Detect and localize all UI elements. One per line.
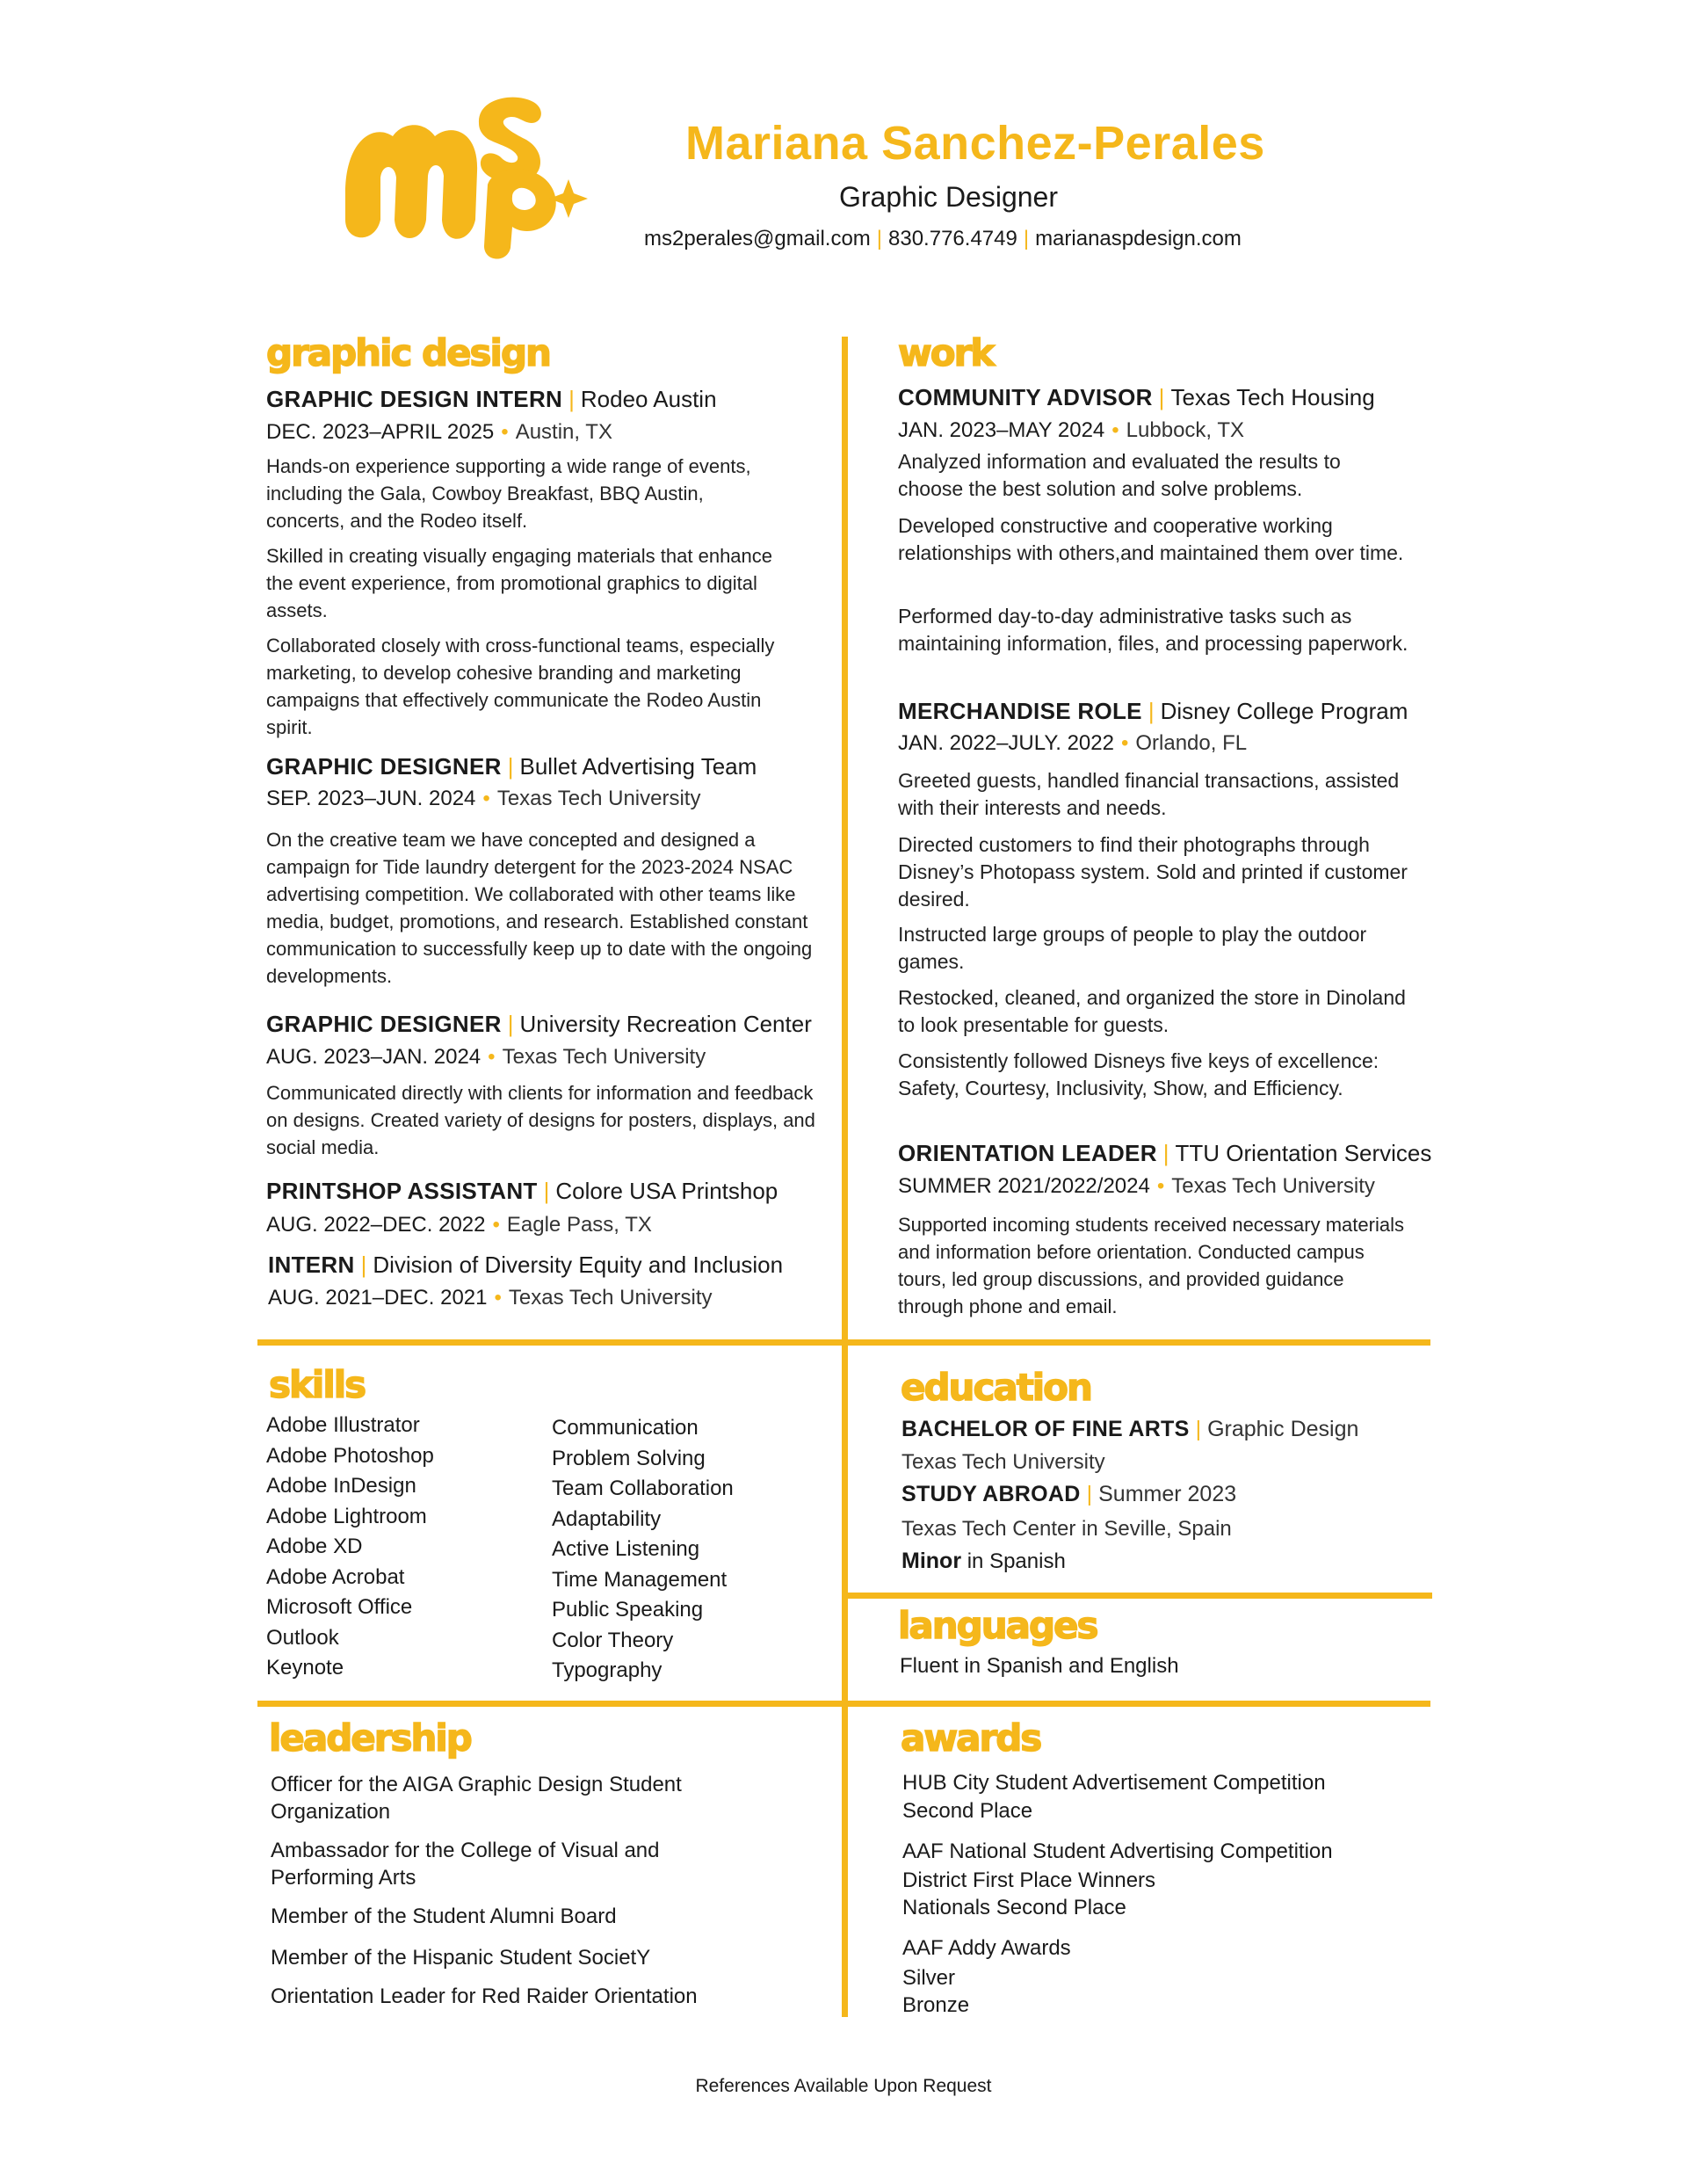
- section-heading-education: education: [901, 1366, 1091, 1409]
- job-title: PRINTSHOP ASSISTANT: [266, 1178, 538, 1204]
- job-location: Orlando, FL: [1135, 731, 1248, 755]
- minor-value: in Spanish: [967, 1549, 1066, 1573]
- job-title: GRAPHIC DESIGNER: [266, 753, 502, 780]
- bullet-dot: •: [501, 420, 509, 444]
- date-range: JAN. 2023–MAY 2024: [898, 418, 1105, 442]
- job-heading: [898, 1140, 1431, 1167]
- contact-line: [644, 227, 1242, 251]
- section-heading-awards: awards: [901, 1716, 1041, 1760]
- bullet-dot: •: [1120, 731, 1129, 755]
- bullet-dot: •: [494, 1286, 502, 1310]
- separator: |: [1148, 698, 1155, 724]
- award-name: HUB City Student Advertisement Competition: [902, 1771, 1326, 1795]
- job-dates: [266, 1045, 706, 1070]
- date-range: AUG. 2022–DEC. 2022: [266, 1213, 486, 1237]
- degree-field: Graphic Design: [1207, 1417, 1359, 1441]
- bullet-dot: •: [1111, 418, 1119, 442]
- job-heading: [266, 386, 717, 413]
- candidate-name: Mariana Sanchez-Perales: [685, 117, 1265, 170]
- separator: |: [1023, 227, 1030, 250]
- column-divider: [842, 337, 848, 2017]
- email-link[interactable]: ms2perales@gmail.com: [644, 227, 871, 250]
- separator: |: [507, 1011, 514, 1037]
- skill-item: Communication: [552, 1416, 699, 1440]
- study-abroad-title: STUDY ABROAD: [901, 1482, 1081, 1506]
- award-result: Bronze: [902, 1993, 970, 2017]
- job-dates: [266, 420, 612, 445]
- date-range: SEP. 2023–JUN. 2024: [266, 787, 476, 810]
- separator: |: [1086, 1482, 1093, 1506]
- skill-item: Public Speaking: [552, 1598, 704, 1622]
- software-skills-list: [266, 1411, 434, 1684]
- job-description: Instructed large groups of people to play the outdoor games.: [898, 923, 1367, 973]
- references-note: References Available Upon Request: [695, 2076, 992, 2096]
- separator: |: [1158, 384, 1165, 410]
- date-range: AUG. 2021–DEC. 2021: [268, 1286, 488, 1310]
- job-location: Texas Tech University: [496, 787, 701, 810]
- bullet-dot: •: [488, 1045, 496, 1069]
- section-divider: [845, 1593, 1432, 1599]
- skill-item: Problem Solving: [552, 1446, 706, 1470]
- award-name: AAF Addy Awards: [902, 1936, 1071, 1960]
- study-abroad-term: Summer 2023: [1098, 1482, 1237, 1506]
- job-organization: Disney College Program: [1160, 698, 1408, 724]
- job-description: Consistently followed Disneys five keys of excellence: Safety, Courtesy, Inclusivity, Show, and Efficiency.: [898, 1049, 1379, 1099]
- job-dates: [898, 731, 1247, 756]
- skill-item: Typography: [552, 1658, 662, 1682]
- skill-item: Outlook: [266, 1625, 339, 1650]
- minor-label: Minor: [901, 1549, 962, 1573]
- job-description: Analyzed information and evaluated the results to choose the best solution and solve problems.: [898, 450, 1341, 500]
- date-range: SUMMER 2021/2022/2024: [898, 1174, 1150, 1198]
- award-name: AAF National Student Advertising Competition: [902, 1839, 1333, 1863]
- job-organization: Texas Tech Housing: [1170, 384, 1375, 410]
- section-heading-leadership: leadership: [269, 1716, 471, 1760]
- section-heading-graphic-design: graphic design: [266, 331, 550, 374]
- msp-logo: [338, 88, 602, 264]
- separator: |: [360, 1252, 367, 1278]
- degree-heading: [901, 1417, 1358, 1442]
- bullet-dot: •: [492, 1213, 500, 1237]
- separator: |: [543, 1178, 550, 1204]
- job-title: ORIENTATION LEADER: [898, 1140, 1157, 1166]
- website-link[interactable]: marianaspdesign.com: [1035, 227, 1242, 250]
- leadership-item: Member of the Hispanic Student SocietY: [271, 1946, 651, 1970]
- job-location: Lubbock, TX: [1126, 418, 1244, 442]
- bullet-dot: •: [1156, 1174, 1165, 1198]
- job-dates: [898, 1174, 1375, 1199]
- separator: |: [876, 227, 883, 250]
- study-abroad-location: Texas Tech Center in Seville, Spain: [901, 1517, 1232, 1541]
- job-location: Texas Tech University: [502, 1045, 706, 1069]
- soft-skills-list: [552, 1413, 734, 1687]
- job-title: INTERN: [268, 1252, 355, 1278]
- skill-item: Microsoft Office: [266, 1595, 413, 1619]
- leadership-item: Orientation Leader for Red Raider Orientation: [271, 1984, 698, 2008]
- job-organization: Division of Diversity Equity and Inclusion: [373, 1252, 784, 1278]
- leadership-item: Officer for the AIGA Graphic Design Student Organization: [271, 1773, 682, 1824]
- job-dates: [268, 1286, 713, 1310]
- skill-item: Time Management: [552, 1567, 728, 1592]
- bullet-dot: •: [482, 787, 490, 810]
- job-location: Austin, TX: [515, 420, 612, 444]
- job-heading: [268, 1252, 783, 1279]
- job-description: Greeted guests, handled financial transactions, assisted with their interests and needs.: [898, 769, 1400, 819]
- job-location: Eagle Pass, TX: [506, 1213, 652, 1237]
- date-range: AUG. 2023–JAN. 2024: [266, 1045, 481, 1069]
- job-description: Restocked, cleaned, and organized the store in Dinoland to look presentable for guests.: [898, 986, 1406, 1036]
- job-organization: Rodeo Austin: [580, 386, 717, 412]
- job-organization: TTU Orientation Services: [1175, 1140, 1432, 1166]
- skill-item: Active Listening: [552, 1537, 700, 1561]
- job-description: Collaborated closely with cross-functional teams, especially marketing, to develop cohesive branding and marketing campaigns that effectively communicate the Rodeo Austin spirit.: [266, 635, 775, 738]
- study-abroad-heading: [901, 1482, 1236, 1507]
- separator: |: [507, 753, 514, 780]
- job-dates: [266, 1213, 652, 1237]
- job-description: Developed constructive and cooperative working relationships with others,and maintained them over time.: [898, 514, 1404, 564]
- job-heading: [266, 1178, 778, 1205]
- skill-item: Adaptability: [552, 1506, 662, 1531]
- skill-item: Adobe XD: [266, 1535, 363, 1558]
- section-divider: [257, 1701, 1430, 1707]
- languages-text: Fluent in Spanish and English: [900, 1654, 1179, 1678]
- job-dates: [898, 418, 1244, 443]
- section-heading-skills: skills: [269, 1363, 366, 1406]
- job-location: Texas Tech University: [508, 1286, 713, 1310]
- skill-item: Team Collaboration: [552, 1477, 734, 1500]
- skill-item: Adobe InDesign: [266, 1474, 416, 1498]
- section-divider: [257, 1339, 1430, 1346]
- separator: |: [568, 386, 575, 412]
- job-title: Graphic Designer: [839, 181, 1058, 213]
- job-description: Performed day-to-day administrative tasks such as maintaining information, files, and processing paperwork.: [898, 605, 1408, 655]
- skill-item: Adobe Lightroom: [266, 1504, 427, 1528]
- skill-item: Keynote: [266, 1656, 344, 1680]
- job-location: Texas Tech University: [1171, 1174, 1375, 1198]
- award-result: Silver: [902, 1966, 956, 1990]
- job-heading: [898, 698, 1408, 725]
- phone-number: 830.776.4749: [888, 227, 1017, 250]
- job-title: MERCHANDISE ROLE: [898, 698, 1142, 724]
- job-description: Directed customers to find their photographs through Disney’s Photopass system. Sold and printed if customer desired.: [898, 833, 1408, 911]
- separator: |: [1162, 1140, 1169, 1166]
- job-organization: University Recreation Center: [519, 1011, 812, 1037]
- job-heading: [266, 753, 757, 780]
- job-heading: [898, 384, 1375, 411]
- leadership-item: Ambassador for the College of Visual and Performing Arts: [271, 1839, 660, 1890]
- job-heading: [266, 1011, 812, 1038]
- job-title: GRAPHIC DESIGN INTERN: [266, 386, 563, 412]
- section-heading-work: work: [898, 331, 994, 374]
- separator: |: [1195, 1417, 1202, 1441]
- job-organization: Colore USA Printshop: [555, 1178, 778, 1204]
- award-result: District First Place Winners: [902, 1868, 1156, 1892]
- job-title: GRAPHIC DESIGNER: [266, 1011, 502, 1037]
- job-description: Communicated directly with clients for information and feedback on designs. Created variety of designs for posters, displays, and social media.: [266, 1082, 815, 1158]
- job-organization: Bullet Advertising Team: [519, 753, 757, 780]
- award-result: Nationals Second Place: [902, 1896, 1126, 1919]
- job-description: Skilled in creating visually engaging materials that enhance the event experience, from promotional graphics to digital assets.: [266, 545, 773, 621]
- minor-line: [901, 1548, 1066, 1575]
- skill-item: Adobe Photoshop: [266, 1443, 434, 1468]
- job-description: Supported incoming students received necessary materials and information before orientation. Conducted campus tours, led group discussions, and provided guidance through phone and email.: [898, 1214, 1404, 1317]
- job-dates: [266, 787, 700, 811]
- date-range: JAN. 2022–JULY. 2022: [898, 731, 1114, 755]
- degree-title: BACHELOR OF FINE ARTS: [901, 1417, 1190, 1441]
- leadership-item: Member of the Student Alumni Board: [271, 1905, 617, 1928]
- award-result: Second Place: [902, 1799, 1033, 1823]
- skill-item: Color Theory: [552, 1628, 674, 1652]
- msp-logo-mark: [338, 88, 602, 264]
- job-description: Hands-on experience supporting a wide range of events, including the Gala, Cowboy Breakfast, BBQ Austin, concerts, and the Rodeo itself.: [266, 455, 751, 532]
- school-name: Texas Tech University: [901, 1450, 1105, 1474]
- job-description: On the creative team we have concepted and designed a campaign for Tide laundry detergent for the 2023-2024 NSAC advertising competition. We collaborated with other teams like media, budget, promotions, and research. Established constant communication to successfully keep up to date with the ongoing developments.: [266, 829, 813, 987]
- date-range: DEC. 2023–APRIL 2025: [266, 420, 495, 444]
- skill-item: Adobe Acrobat: [266, 1564, 405, 1589]
- section-heading-languages: languages: [898, 1604, 1097, 1647]
- job-title: COMMUNITY ADVISOR: [898, 384, 1153, 410]
- skill-item: Adobe Illustrator: [266, 1413, 420, 1437]
